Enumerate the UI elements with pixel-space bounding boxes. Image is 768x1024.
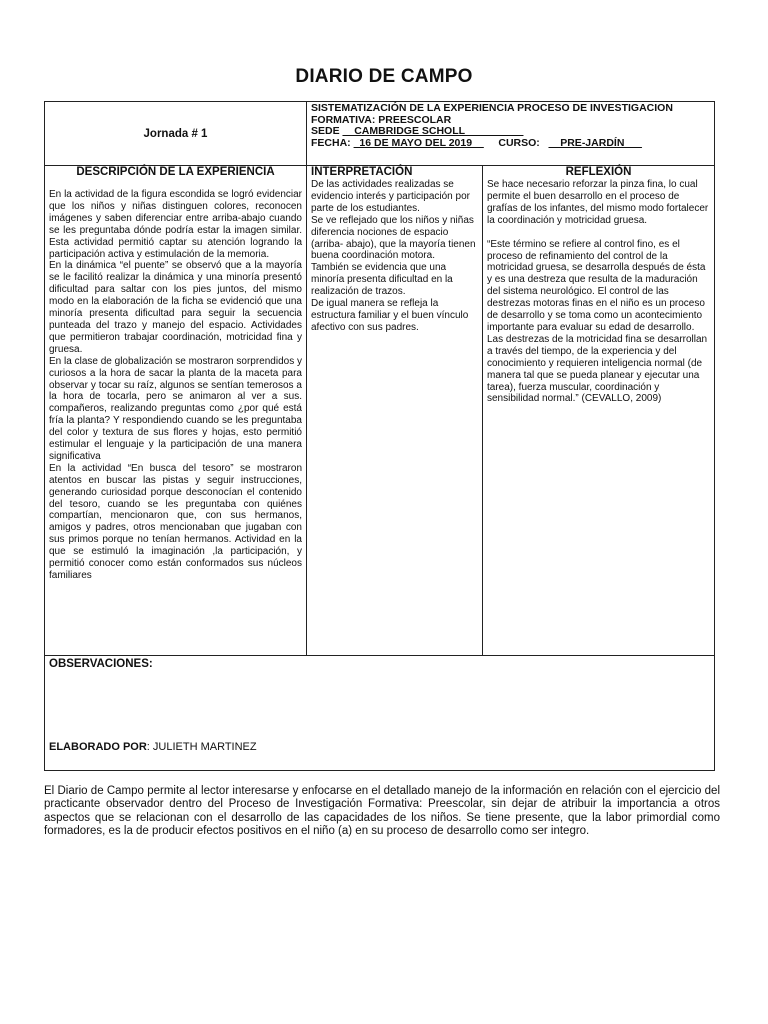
descripcion-paragraph: En la clase de globalización se mostraron sorprendidos y curiosos a la hora de sacar la planta de la maceta para observar y tocar su raíz, algunos se sentían temerosos a la hora de tocarla, pero se animaron al ver a sus. compañeros, realizando preguntas como ¿por qué está fría la planta? Y respondiendo cuando se les preguntaba del color y textura de sus flores y hojas, esto permitió estimular el lenguaje y la participación de una manera significativa <box>49 355 302 462</box>
fecha-line <box>311 138 710 150</box>
interpretacion-cell <box>307 166 483 656</box>
elaborado-line <box>49 741 257 753</box>
reflexion-cell <box>483 166 715 656</box>
sede-label: SEDE <box>311 125 340 137</box>
elaborado-label: ELABORADO POR <box>49 741 147 753</box>
fecha-label: FECHA: <box>311 136 351 149</box>
descripcion-paragraph: En la actividad de la figura escondida se logró evidenciar que los niños y niñas distinguen colores, reconocen imágenes y saben diferenciar entre arriba-abajo cuando se les preguntaba dónde podría estar la imagen similar. Esta actividad permitió captar su atención logrando la participación activa y estimulación de la memoria. <box>49 189 302 260</box>
descripcion-cell <box>45 166 307 656</box>
observaciones-cell <box>45 656 715 771</box>
sede-value: __CAMBRIDGE SCHOLL__________ <box>342 125 524 137</box>
reflexion-paragraph: Se hace necesario reforzar la pinza fina, lo cual permite el buen desarrollo en el proceso de grafías de los infantes, del mismo modo fortalecer la coordinación y motricidad gruesa. <box>487 179 709 226</box>
elaborado-value: : JULIETH MARTINEZ <box>146 741 257 753</box>
curso-label: CURSO: <box>498 136 540 149</box>
descripcion-heading: DESCRIPCIÓN DE LA EXPERIENCIA <box>76 166 275 178</box>
content-row <box>45 166 715 656</box>
document-title: DIARIO DE CAMPO <box>295 66 473 87</box>
fecha-value: _16 DE MAYO DEL 2019__ <box>353 136 484 149</box>
interpretacion-body <box>311 179 478 334</box>
observaciones-row <box>45 656 715 771</box>
descripcion-body <box>49 189 302 582</box>
interpretacion-paragraph: Se ve reflejado que los niños y niñas diferencia nociones de espacio (arriba- abajo), que la mayoría tienen buena coordinación motora. <box>311 214 476 262</box>
interpretacion-heading: INTERPRETACIÓN <box>311 166 413 178</box>
reflexion-paragraph: “Este término se refiere al control fino, es el proceso de refinamiento del control de la motricidad gruesa, se desarrolla después de ésta y es una destreza que resulta de la maduración del sistema neurológico. El control de las destrezas motoras finas en el niño es un proceso de desarrollo y se toma como un acontecimiento importante para evaluar su edad de desarrollo. Las destrezas de la motricidad fina se desarrollan a través del tiempo, de la experiencia y del conocimiento y requieren inteligencia normal (de manera tal que se pueda planear y ejecutar una tarea), fuerza muscular, coordinación y sensibilidad normal.” (CEVALLO, 2009) <box>487 238 708 405</box>
curso-value: __PRE-JARDÍN___ <box>548 136 642 149</box>
interpretacion-paragraph: De las actividades realizadas se evidencio interés y participación por parte de los estudiantes. <box>311 179 470 214</box>
descripcion-paragraph: En la actividad “En busca del tesoro” se mostraron atentos en buscar las pistas y seguir instrucciones, generando curiosidad porque desconocían el contenido del tesoro, cuando se les preguntaba con quiénes compartían, mencionaron que, con sus hermanos, amigos y padres, otros mencionaban que jugaban con sus primos porque no tenían hermanos. Actividad en la que se estimuló la imaginación ,la participación, y permitió conocer como están conformados sus núcleos familiares <box>49 462 302 581</box>
footer-paragraph: El Diario de Campo permite al lector interesarse y enfocarse en el detallado manejo de la información en relación con el ejercicio del practicante observador dentro del Proceso de Investigación Formativa: Preescolar, sin dejar de atribuir la importancia a otros aspectos que se relacionan con el desarrollo de las capacidades de los niños. Se tiene presente, que la labor primordial como formadores, es la de producir efectos positivos en el niño (a) en su proceso de desarrollo como ser integro. <box>44 785 720 838</box>
observaciones-label: OBSERVACIONES: <box>49 658 153 670</box>
jornada-cell <box>45 102 307 166</box>
interpretacion-paragraph: De igual manera se refleja la estructura familiar y el buen vínculo afectivo con sus padres. <box>311 298 469 333</box>
reflexion-body <box>487 179 710 405</box>
header-info-cell <box>307 102 715 166</box>
interpretacion-paragraph: También se evidencia que una minoría presenta dificultad en la realización de trazos. <box>311 262 453 298</box>
reflexion-heading: REFLEXIÓN <box>565 166 632 178</box>
field-diary-table <box>44 101 715 771</box>
jornada-label: Jornada # 1 <box>143 127 208 140</box>
header-line-1: SISTEMATIZACIÓN DE LA EXPERIENCIA PROCESO DE INVESTIGACION <box>311 102 673 114</box>
header-row <box>45 102 715 166</box>
descripcion-paragraph: En la dinámica “el puente” se observó que a la mayoría se le facilitó realizar la dinámica y una minoría presentó dificultad para saltar con los pies juntos, del mismo modo en la elaboración de la ficha se evidenció que una minoría presenta dificultad para seguir la secuencia punteada del trazo y manejo del espacio. Actividades que permitieron trabajar coordinación, motricidad fina y gruesa. <box>49 260 302 355</box>
header-line-2: FORMATIVA: PREESCOLAR <box>311 113 452 126</box>
